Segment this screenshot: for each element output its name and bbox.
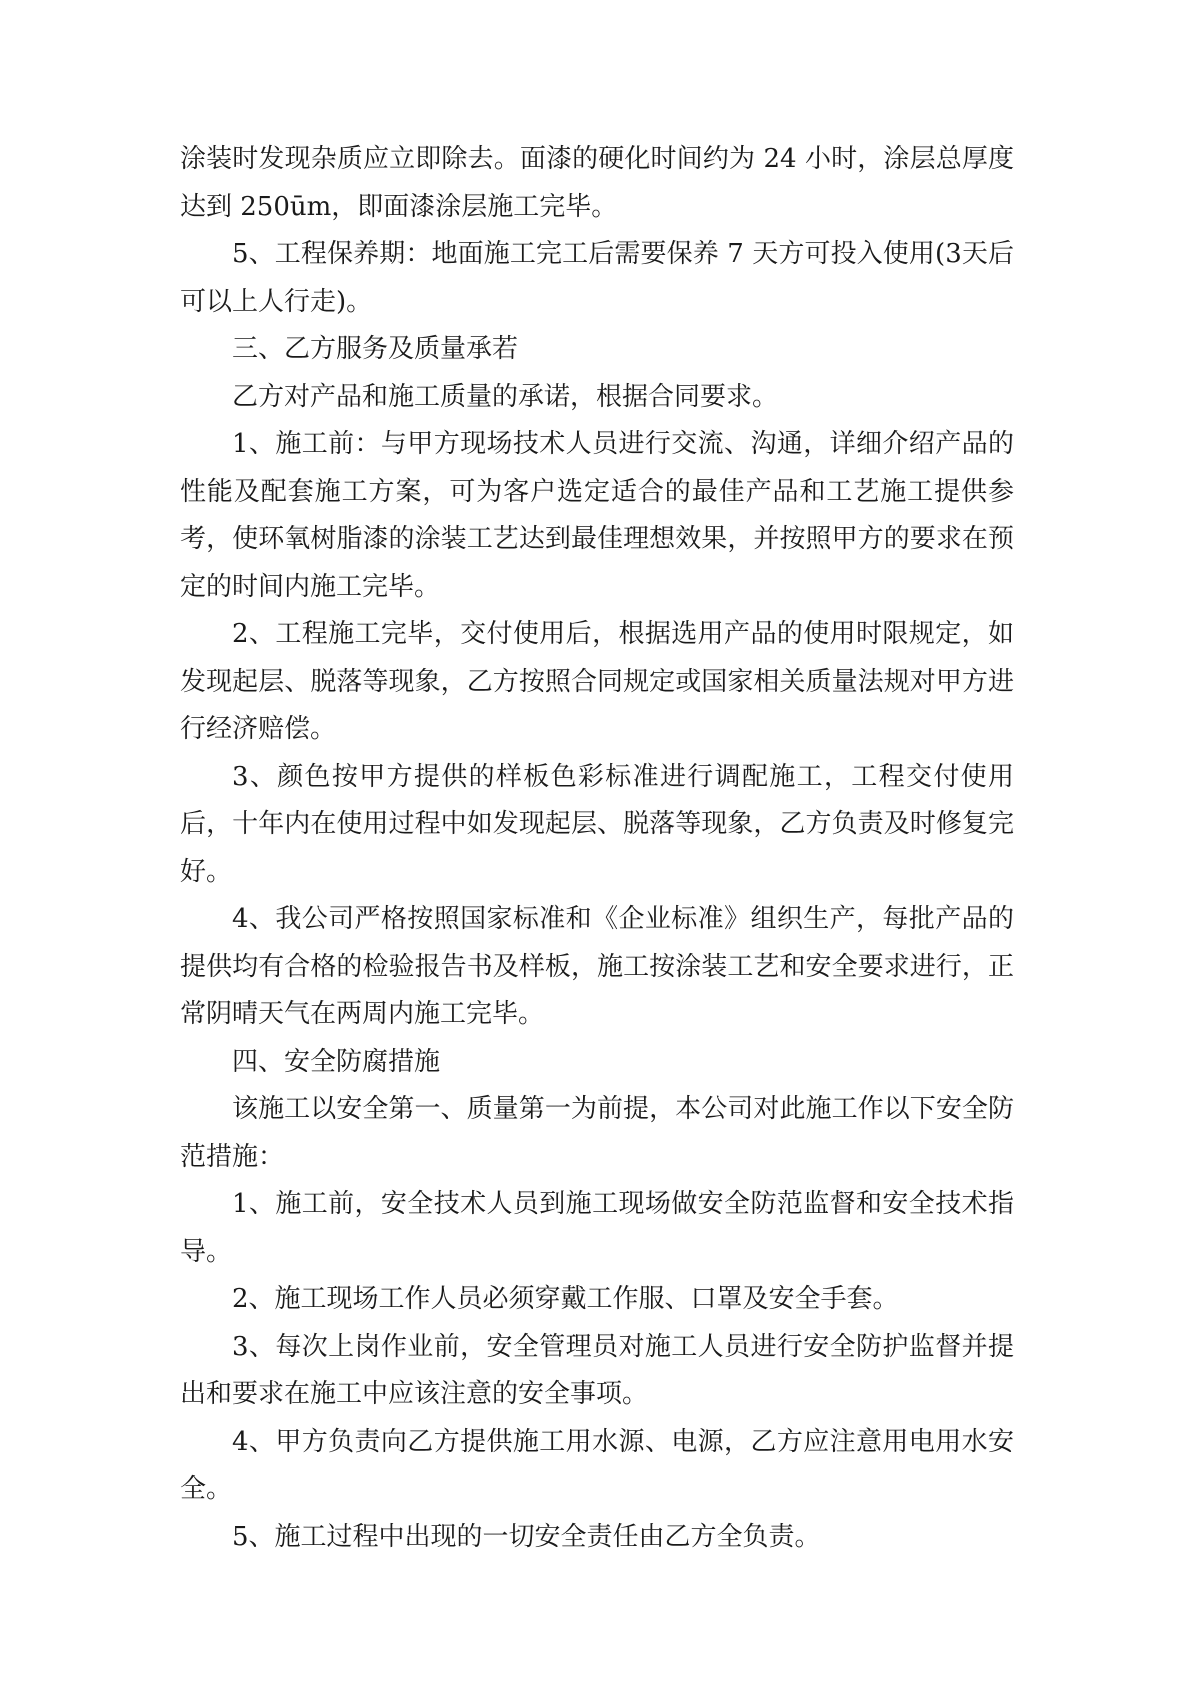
paragraph-safety-intro: 该施工以安全第一、质量第一为前提，本公司对此施工作以下安全防范措施： [180, 1094, 1014, 1172]
paragraph-safety-item-1: 1、施工前，安全技术人员到施工现场做安全防范监督和安全技术指导。 [180, 1189, 1014, 1267]
section-heading-service-quality: 三、乙方服务及质量承若 [232, 334, 519, 364]
paragraph-safety-item-3: 3、每次上岗作业前，安全管理员对施工人员进行安全防护监督并提出和要求在施工中应该注意的安全事项。 [180, 1331, 1014, 1409]
paragraph-item-2-completion: 2、工程施工完毕，交付使用后，根据选用产品的使用时限规定，如发现起层、脱落等现象，乙方按照合同规定或国家相关质量法规对甲方进行经济赔偿。 [180, 619, 1014, 744]
paragraph-item-4-standards: 4、我公司严格按照国家标准和《企业标准》组织生产，每批产品的提供均有合格的检验报告书及样板，施工按涂装工艺和安全要求进行，正常阴晴天气在两周内施工完毕。 [180, 904, 1014, 1029]
paragraph-safety-item-2: 2、施工现场工作人员必须穿戴工作服、口罩及安全手套。 [232, 1284, 899, 1314]
paragraph-safety-item-5: 5、施工过程中出现的一切安全责任由乙方全负责。 [232, 1521, 821, 1552]
paragraph-quality-promise: 乙方对产品和施工质量的承诺，根据合同要求。 [232, 381, 779, 412]
paragraph-item-1-before-construction: 1、施工前：与甲方现场技术人员进行交流、沟通，详细介绍产品的性能及配套施工方案，可为客户选定适合的最佳产品和工艺施工提供参考，使环氧树脂漆的涂装工艺达到最佳理想效果，并按照甲方的要求在预定的时间内施工完毕。 [180, 429, 1014, 602]
section-heading-safety: 四、安全防腐措施 [232, 1046, 441, 1077]
paragraph-maintenance-period: 5、工程保养期：地面施工完工后需要保养 7 天方可投入使用(3天后可以上人行走)。 [180, 239, 1014, 317]
paragraph-safety-item-4: 4、甲方负责向乙方提供施工用水源、电源，乙方应注意用电用水安全。 [180, 1426, 1014, 1504]
paragraph-item-3-color: 3、颜色按甲方提供的样板色彩标准进行调配施工，工程交付使用后，十年内在使用过程中如发现起层、脱落等现象，乙方负责及时修复完好。 [180, 761, 1014, 887]
paragraph-continuation: 涂装时发现杂质应立即除去。面漆的硬化时间约为 24 小时，涂层总厚度达到 250ūm，即面漆涂层施工完毕。 [180, 144, 1014, 222]
document-body [180, 136, 1014, 1561]
